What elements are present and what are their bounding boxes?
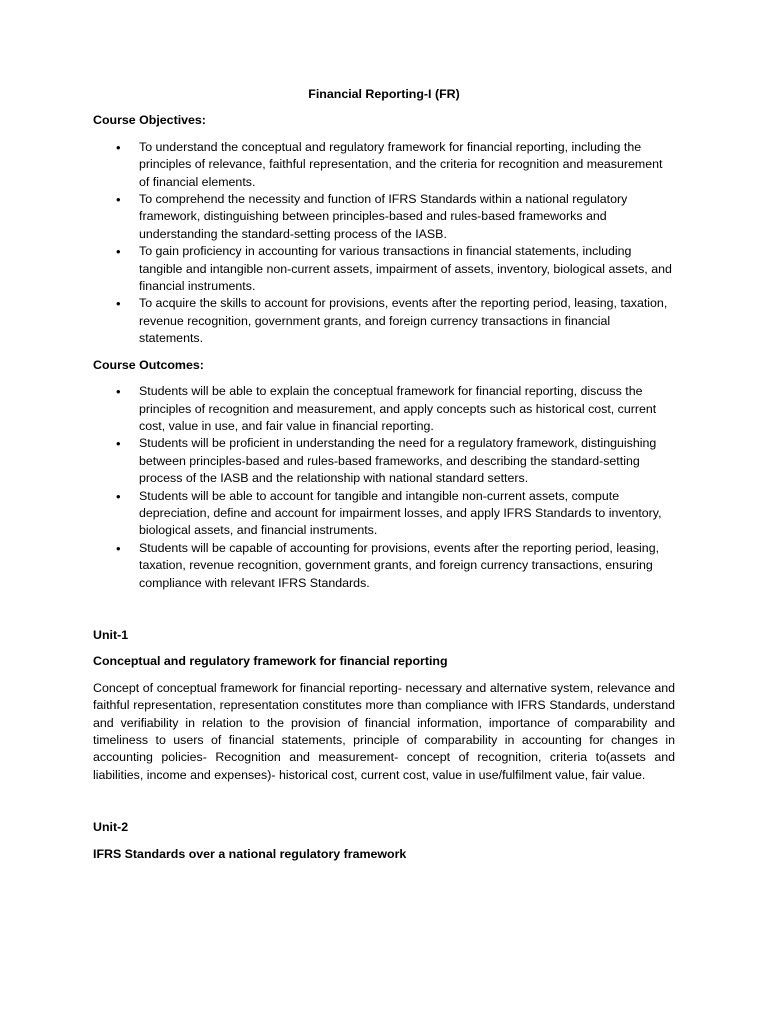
spacer (93, 793, 675, 819)
objective-text: To acquire the skills to account for provisions, events after the reporting period, leasing, taxation, revenue recognition, government grants, and foreign currency transactions in financial statements. (139, 296, 668, 346)
list-item (93, 191, 675, 243)
outcome-text: Students will be able to explain the conceptual framework for financial reporting, discuss the principles of recognition and measurement, and apply concepts such as historical cost, current cost, value in use, and fair value in financial reporting. (139, 384, 657, 433)
list-item (93, 243, 675, 295)
list-item (93, 435, 675, 487)
bullet-icon: • (116, 488, 121, 504)
outcome-text: Students will be proficient in understanding the need for a regulatory framework, distinguishing between principles-based and rules-based frameworks, and describing the standard-setting process of the IASB and the relationship with national standard setters. (139, 436, 657, 486)
objective-text: To gain proficiency in accounting for various transactions in financial statements, including tangible and intangible non-current assets, impairment of assets, inventory, biological assets, and financial instruments. (139, 244, 672, 294)
unit1-heading: Conceptual and regulatory framework for financial reporting (93, 654, 448, 669)
unit2-heading: IFRS Standards over a national regulatory framework (93, 846, 407, 861)
bullet-icon: • (116, 296, 121, 312)
list-item (93, 540, 675, 592)
bullet-icon: • (116, 192, 121, 208)
list-item (93, 383, 675, 435)
list-item (93, 488, 675, 540)
bullet-icon: • (116, 384, 121, 400)
bullet-icon: • (116, 436, 121, 452)
unit2-label: Unit-2 (93, 820, 129, 835)
objectives-list (93, 139, 675, 348)
bullet-icon: • (116, 540, 121, 556)
outcome-text: Students will be capable of accounting for provisions, events after the reporting period, leasing, taxation, revenue recognition, government grants, and foreign currency transactions, ensuring compliance with relevant IFRS Standards. (139, 540, 660, 590)
objective-text: To understand the conceptual and regulatory framework for financial reporting, including the principles of relevance, faithful representation, and the criteria for recognition and measurement of financial elements. (139, 139, 663, 189)
list-item (93, 295, 675, 347)
outcome-text: Students will be able to account for tangible and intangible non-current assets, compute depreciation, define and account for impairment losses, and apply IFRS Standards to inventory, biological assets, and financial instruments. (139, 488, 662, 538)
bullet-icon: • (116, 139, 121, 155)
objectives-heading: Course Objectives: (93, 113, 206, 128)
objective-text: To comprehend the necessity and function of IFRS Standards within a national regulatory framework, distinguishing between principles-based and rules-based frameworks and understanding the standard-setting process of the IASB. (139, 192, 628, 241)
unit1-label: Unit-1 (93, 627, 129, 642)
spacer (93, 601, 675, 627)
bullet-icon: • (116, 244, 121, 260)
list-item (93, 139, 675, 191)
document-title: Financial Reporting-I (FR) (308, 87, 460, 101)
unit1-body: Concept of conceptual framework for financial reporting- necessary and alternative system, relevance and faithful representation, representation constitutes more than compliance with IFRS Standards, understand and verifiability in relation to the provision of financial information, importance of comparability and timeliness to users of financial statements, principle of comparability in accounting for changes in accounting policies- Recognition and measurement- concept of recognition, criteria to(assets and liabilities, income and expenses)- historical cost, current cost, value in use/fulfilment value, fair value. (93, 680, 675, 782)
document-page (93, 86, 675, 872)
outcomes-list (93, 383, 675, 592)
outcomes-heading: Course Outcomes: (93, 357, 204, 372)
